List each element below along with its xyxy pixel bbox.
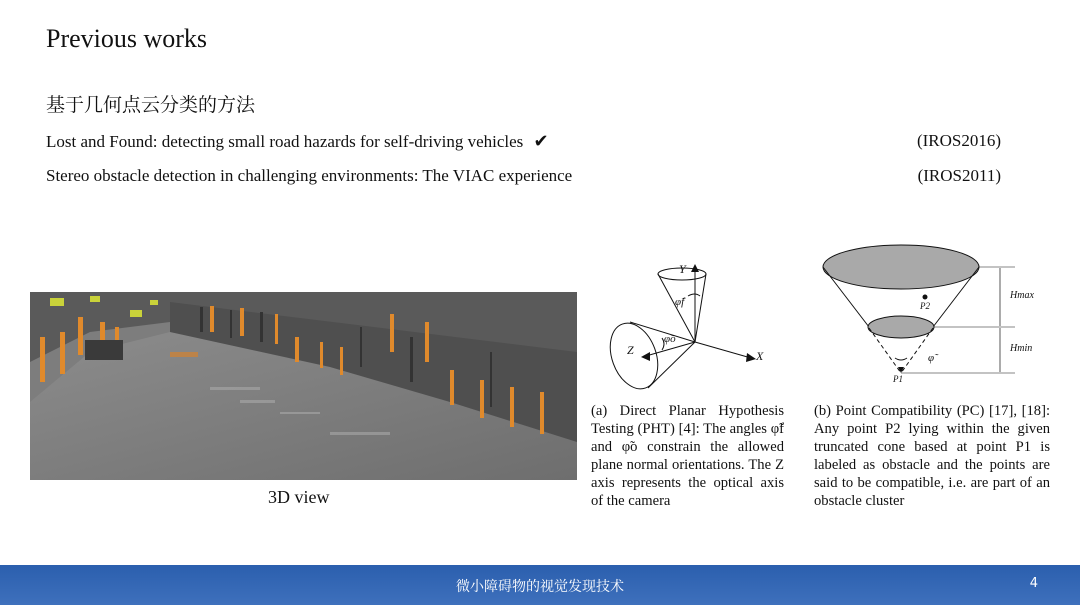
point-cloud-image [30,292,577,480]
figure-b-caption: (b) Point Compatibility (PC) [17], [18]: Any point P2 lying within the given truncated cone based at point P1 is labeled as obstacle and the points are said to be compatible, i.e. are part of an obstacle cluster [814,403,1050,509]
checkmark-icon: ✔ [533,131,549,152]
page-number: 4 [1029,576,1038,591]
slide-subtitle: 基于几何点云分类的方法 [46,94,256,116]
footer-bar [0,565,1080,605]
figure-a-diagram [596,258,788,398]
reference-2-text: Stereo obstacle detection in challenging environments: The VIAC experience [46,166,573,185]
label-p1: P1 [893,374,903,384]
figure-a-caption: (a) Direct Planar Hypothesis Testing (PHT) [4]: The angles φ̃f and φ̃o constrain the allowed plane normal orientations. The Z axis represents the optical axis of the camera [591,403,784,509]
reference-2-venue: (IROS2011) [917,166,1001,185]
label-phi-o: φ̃o [664,333,676,345]
label-phi: φ̃ [928,352,935,364]
footer-title: 微小障碍物的视觉发现技术 [456,579,624,595]
label-hmin: Hmin [1010,343,1033,354]
label-x: X [756,349,764,363]
label-z: Z [627,343,634,357]
reference-1-venue: (IROS2016) [916,131,1001,150]
reference-1-text: Lost and Found: detecting small road hazards for self-driving vehicles [46,132,524,151]
label-hmax: Hmax [1010,290,1034,301]
slide-title: Previous works [46,24,208,53]
label-phi-f: φ̃f [675,296,685,308]
figure-b-diagram [815,240,1061,390]
label-p2: P2 [920,301,930,311]
reference-2 [46,166,572,186]
label-y: Y [679,262,686,276]
image-caption: 3D view [268,487,330,507]
reference-1 [46,131,549,152]
